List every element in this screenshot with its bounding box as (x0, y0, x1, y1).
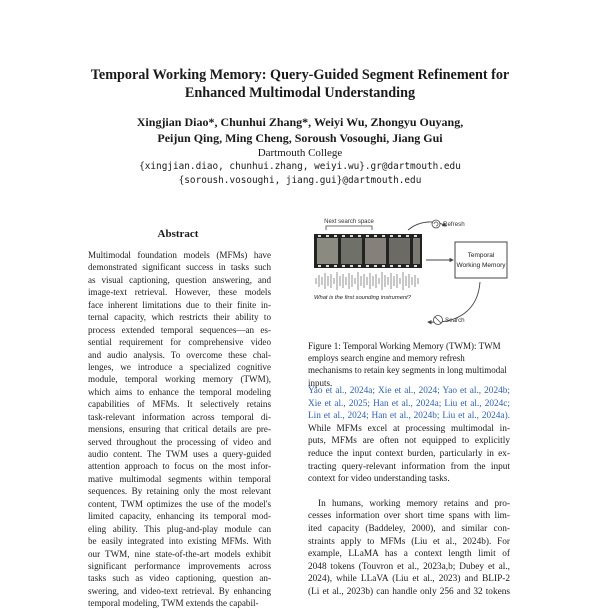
abstract-line: and audio analysis. To overcome these chal- (88, 349, 271, 360)
abstract-line: process extended temporal sequences—an es- (88, 324, 271, 335)
col2-para2-lines-line: In humans, working memory retains and pro- (318, 498, 510, 509)
col2-para2-lines-line: example, LLaMA has a context length limit of (308, 549, 510, 560)
abstract-line: temporal modeling, TWM extends the capabil- (88, 598, 259, 609)
abstract-line: ternal capacity, which restricts their ability to (88, 312, 271, 323)
abstract-line: swering, and video-text retrieval. By enhancing (88, 585, 271, 596)
abstract-line: mensions, ensuring that critical details are pre- (88, 424, 271, 435)
refresh-label: Refresh (443, 221, 465, 228)
twm-box-line-1: Temporal (467, 252, 495, 259)
abstract-line: task-relevant information across temporal di- (88, 411, 271, 422)
col2-para2-lines-line: straints apply to MFMs (Liu et al., 2024b). For (308, 536, 510, 547)
col2-para2-lines-line: 2048 tokens (Touvron et al., 2023a,b; Dubey et al., (308, 561, 510, 572)
search-label: Search (445, 317, 465, 324)
refresh-icon (432, 220, 440, 228)
abstract-line: tasks such as video captioning, question an- (88, 573, 271, 584)
abstract-line: sequences. By retaining only the most relevant (88, 486, 271, 497)
col2-para1-lines-line: tracting query-relevant information from the input (308, 461, 510, 472)
paragraph-gap (308, 486, 510, 498)
search-bracket (326, 226, 372, 230)
col2-cite-lines-line: Xie et al., 2025; Han et al., 2024a; Liu et al., 2024c; (308, 398, 510, 409)
email-line-1: {xingjian.diao, chunhui.zhang, weiyi.wu}.gr@dartmouth.edu (139, 161, 461, 172)
abstract-line: demonstrated significant success in tasks such (88, 262, 271, 273)
abstract-line: content, TWM optimizes the use of the model's (88, 498, 271, 509)
col2-cite-lines-line: Lin et al., 2024; Han et al., 2024b; Liu et al., 2024a). (308, 411, 510, 422)
abstract-heading: Abstract (157, 228, 199, 240)
abstract-line: attention approach to focus on the most infor- (88, 461, 271, 472)
abstract-line: image-text retrieval. However, these models (88, 287, 271, 298)
abstract-line: be easily integrated into existing MFMs. With (88, 536, 271, 547)
paper-title (40, 66, 560, 102)
abstract-line: capabilities of MFMs. It selectively retains (88, 399, 271, 410)
abstract-line: eling ability. This plug-and-play module can (88, 523, 271, 534)
audio-waveform (316, 272, 418, 290)
figure-caption: Figure 1: Temporal Working Memory (TWM): TWM employs search engine and memory refresh mechanisms to retain key segments in long multimodal inputs. (308, 341, 507, 388)
email-block (40, 160, 560, 188)
col2-para1-lines-line: puts, MFMs are often not equipped to explicitly (308, 436, 510, 447)
authors-line-2: Peijun Qing, Ming Cheng, Soroush Vosoughi, Jiang Gui (157, 131, 443, 145)
title-line-1: Temporal Working Memory: Query-Guided Segment Refinement for (90, 67, 510, 83)
email-line-2: {soroush.vosoughi, jiang.gui}@dartmouth.edu (178, 175, 422, 186)
twm-box-line-2: Working Memory (456, 262, 506, 269)
col2-cite-lines-line: Yao et al., 2024a; Xie et al., 2024; Yao et al., 2024b; (308, 386, 510, 396)
col2-para1-lines-line: context for video understanding tasks. (308, 474, 450, 485)
col2-para2-lines-line: ited capacity (Baddeley, 2000), and similar con- (308, 523, 510, 534)
twm-diagram (308, 212, 510, 332)
col2-para1-lines-line: While MFMs excel at processing multimodal in- (308, 423, 510, 434)
col2-para2-lines-line: (Li et al., 2023b) can handle only 256 and 32 tokens (308, 586, 510, 597)
video-filmstrip (314, 234, 422, 268)
affiliation: Dartmouth College (257, 147, 343, 159)
next-search-label: Next search space (324, 219, 374, 225)
right-column-body (308, 385, 510, 599)
col2-para2-lines-line: cesses information over short time spans with lim- (308, 511, 510, 522)
abstract-line: lenges, we introduce a specialized cognitive (88, 361, 271, 372)
abstract-body (88, 249, 271, 610)
query-question: What is the first sounding instrument? (314, 295, 411, 301)
abstract-line: significant performance improvements across (88, 560, 271, 571)
col2-para1-lines-line: reduce the input context burden, particularly in ex- (308, 448, 510, 459)
abstract-line: sential requirement for comprehensive video (88, 337, 271, 348)
title-line-2: Enhanced Multimodal Understanding (184, 85, 416, 101)
twm-box (455, 242, 507, 278)
abstract-line: limited capacity, enhancing its temporal mod- (88, 511, 271, 522)
abstract-line: which aims to enhance the temporal modeling (88, 386, 271, 397)
figure-1 (308, 212, 510, 332)
authors-line-1: Xingjian Diao*, Chunhui Zhang*, Weiyi Wu, Zhongyu Ouyang, (136, 115, 464, 129)
abstract-line: served throughout the processing of video and (88, 436, 271, 447)
abstract-line: face inherent limitations due to their finite in- (88, 299, 271, 310)
abstract-line: Multimodal foundation models (MFMs) have (88, 250, 271, 260)
abstract-line: our TWM, nine state-of-the-art models exhibit (88, 548, 271, 559)
abstract-line: mative multimodal segments within temporal (88, 473, 271, 484)
author-list (40, 114, 560, 146)
col2-para2-lines-line: 2024), while LLaVA (Liu et al., 2023) and BLIP-2 (308, 574, 510, 585)
abstract-line: module, temporal working memory (TWM), (88, 374, 271, 385)
abstract-line: as visual captioning, question answering, and (88, 274, 271, 285)
abstract-line: audio content. The TWM uses a query-guided (88, 449, 271, 459)
